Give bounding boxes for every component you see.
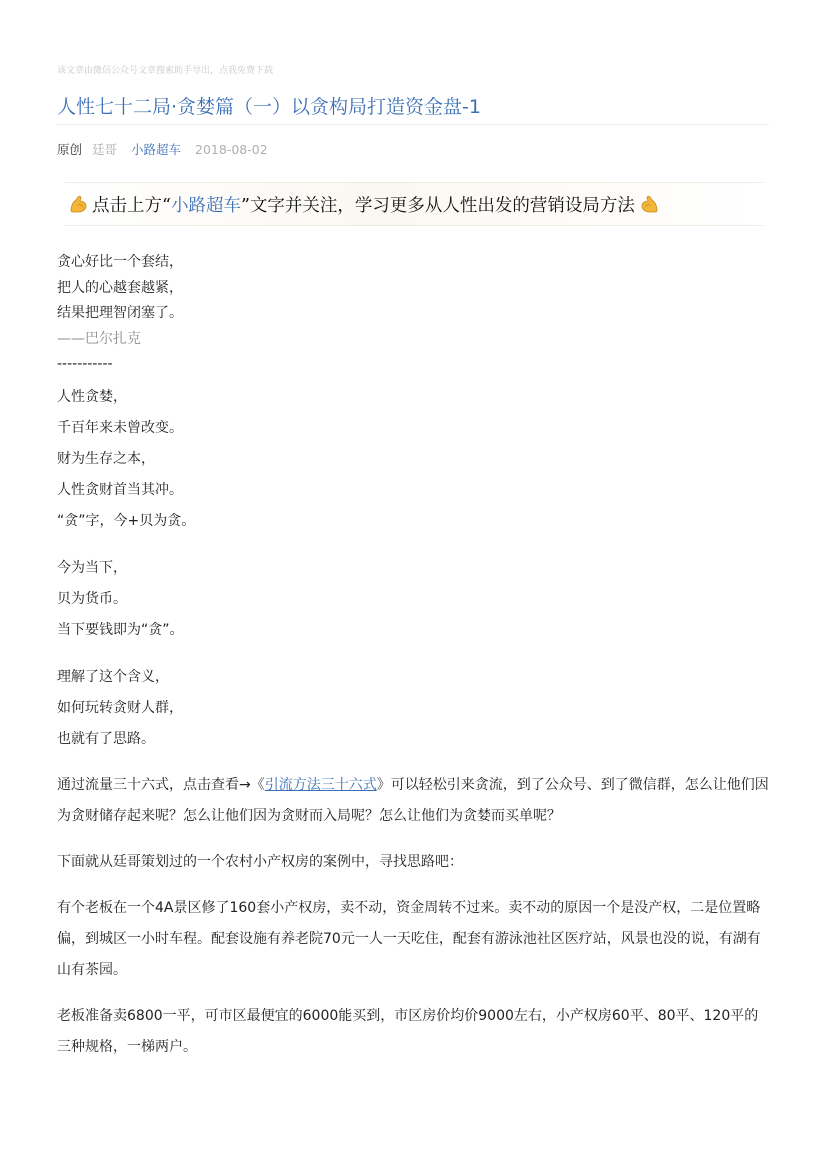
verse-line: 贝为货币。 <box>57 590 127 607</box>
paragraph <box>57 770 769 832</box>
banner-account-name[interactable]: 小路超车 <box>170 195 241 216</box>
verse-line: 理解了这个含义， <box>57 668 169 685</box>
title-divider <box>57 124 769 125</box>
follow-banner <box>65 182 763 226</box>
verse-group <box>57 382 769 537</box>
flexed-biceps-icon <box>69 194 89 214</box>
article-link[interactable]: 引流方法三十六式 <box>264 776 377 793</box>
quote-line: 贪心好比一个套结， <box>57 254 183 270</box>
verse-line: 人性贪婪， <box>57 388 127 405</box>
export-note-link[interactable]: 该文章由微信公众号文章搜索助手导出，点我免费下载 <box>57 66 274 76</box>
banner-text-before: 点击上方“ <box>92 195 171 216</box>
banner-text-after: ”文字并关注，学习更多从人性出发的营销设局方法 <box>240 195 635 216</box>
author-name: 廷哥 <box>92 142 118 157</box>
original-badge: 原创 <box>57 142 83 157</box>
flexed-biceps-icon <box>639 194 659 214</box>
verse-line: 千百年来未曾改变。 <box>57 419 183 436</box>
paragraph: 有个老板在一个4A景区修了160套小产权房，卖不动，资金周转不过来。卖不动的原因一个是没产权，二是位置略偏，到城区一小时车程。配套设施有养老院70元一人一天吃住，配套有游泳池社区医疗站，风景也没的说，有湖有山有茶园。 <box>57 899 761 978</box>
paragraph-text: 》可以轻松引来贪流，到了公众号、到了微信群，怎么让他们因为贪财储存起来呢？怎么让他们因为贪财而入局呢？怎么让他们为贪婪而买单呢？ <box>57 776 769 824</box>
article-title: 人性七十二局·贪婪篇（一）以贪构局打造资金盘-1 <box>57 96 481 118</box>
verse-group <box>57 662 769 755</box>
paragraph: 老板准备卖6800一平，可市区最便宜的6000能买到，市区房价均价9000左右，小产权房60平、80平、120平的三种规格，一梯两户。 <box>57 1007 759 1055</box>
verse-line: 也就有了思路。 <box>57 730 155 747</box>
quote-line: 结果把理智闭塞了。 <box>57 305 183 321</box>
quote-attribution: ——巴尔扎克 <box>57 330 141 347</box>
verse-line: “贪”字，今+贝为贪。 <box>57 512 196 529</box>
publish-date: 2018-08-02 <box>195 142 268 157</box>
verse-line: 当下要钱即为“贪”。 <box>57 621 184 638</box>
article-body <box>57 250 769 1063</box>
article-meta <box>57 140 268 158</box>
account-link[interactable]: 小路超车 <box>131 142 182 157</box>
paragraph-text: 通过流量三十六式，点击查看→《 <box>57 776 265 793</box>
separator-line: ----------- <box>57 356 113 372</box>
verse-line: 如何玩转贪财人群， <box>57 699 183 716</box>
verse-group <box>57 553 769 646</box>
quote-line: 把人的心越套越紧， <box>57 279 183 296</box>
paragraph: 下面就从廷哥策划过的一个农村小产权房的案例中，寻找思路吧： <box>57 853 463 870</box>
verse-line: 今为当下， <box>57 559 127 576</box>
verse-line: 财为生存之本， <box>57 450 155 467</box>
verse-line: 人性贪财首当其冲。 <box>57 481 183 498</box>
